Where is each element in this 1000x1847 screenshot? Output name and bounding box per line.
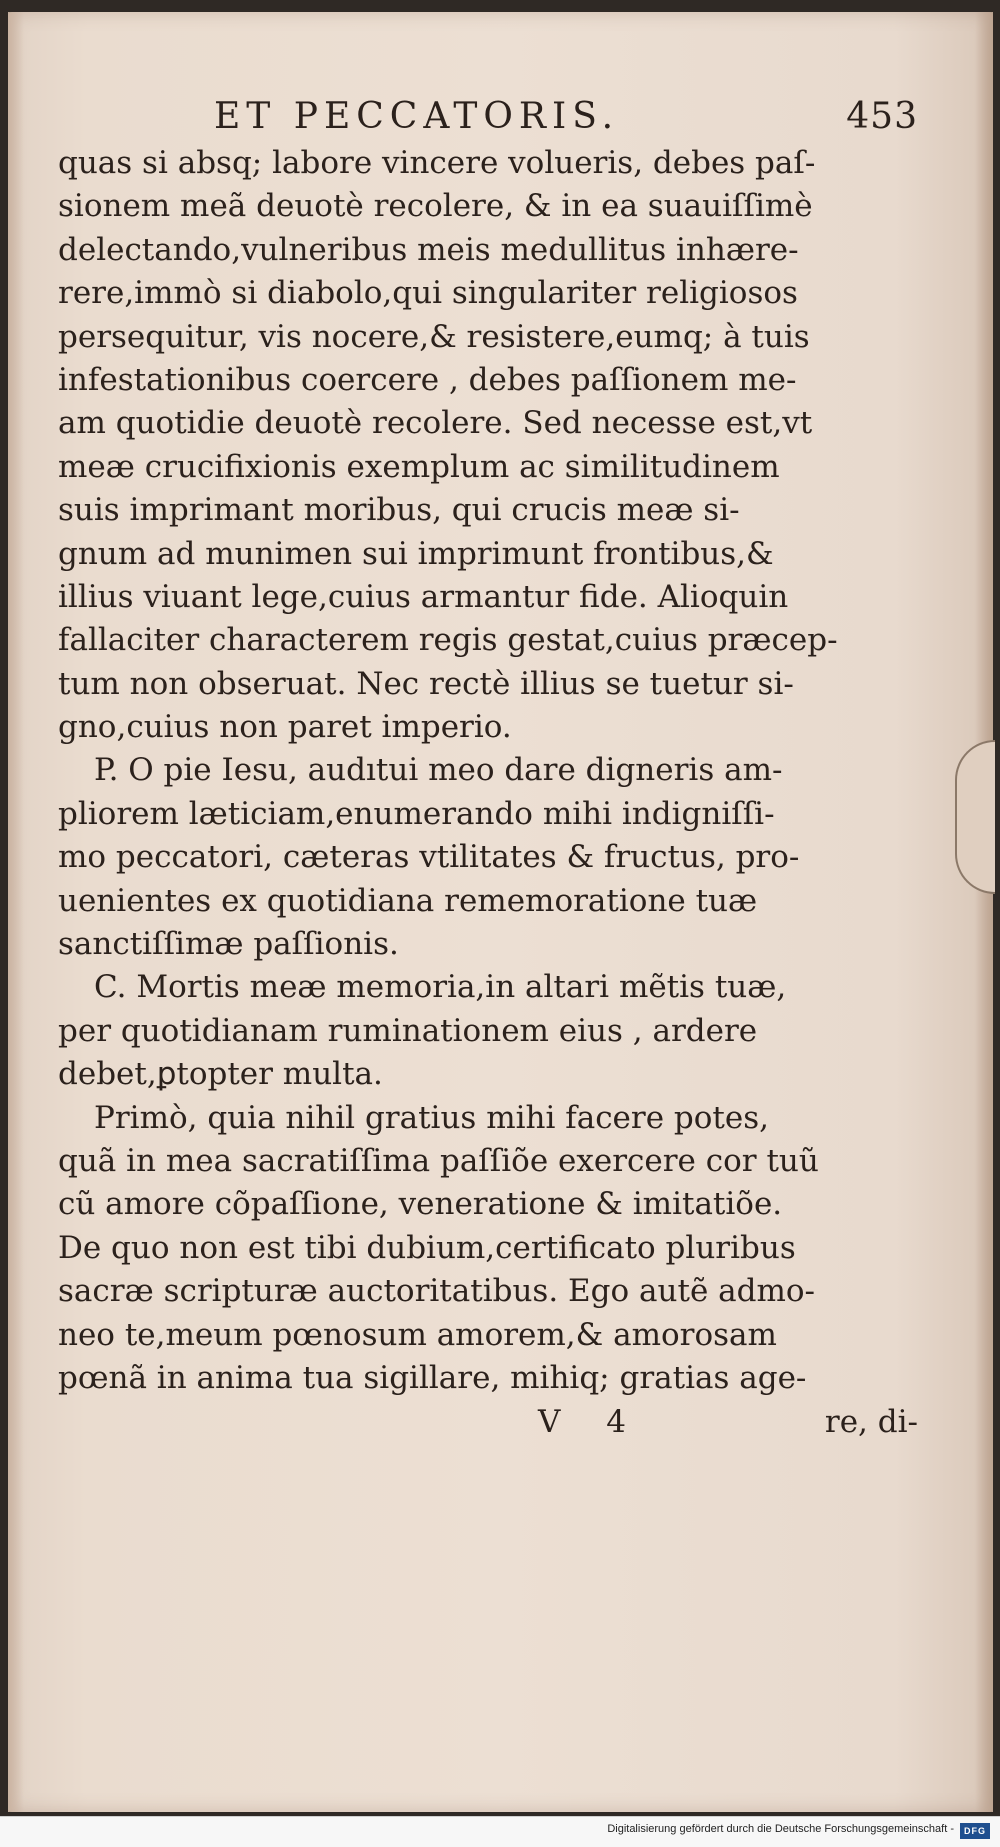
text-line: sacræ scripturæ auctoritatibus. Ego autẽ admo- bbox=[58, 1273, 816, 1310]
text-line: sionem meã deuotè recolere, & in ea suauiſſimè bbox=[58, 188, 813, 225]
text-line: Primò, quia nihil gratius mihi facere potes, bbox=[94, 1099, 769, 1136]
text-line: infestationibus coercere , debes paſſionem me- bbox=[58, 361, 797, 398]
text-line: quas si absq; labore vincere volueris, debes paſ- bbox=[58, 145, 816, 181]
text-line: debet,ꝑtopter multa. bbox=[58, 1056, 383, 1093]
text-line: am quotidie deuotè recolere. Sed necesse est,vt bbox=[58, 405, 813, 442]
text-line: P. O pie Iesu, audıtui meo dare digneris am- bbox=[94, 752, 783, 789]
digitization-credit: Digitalisierung gefördert durch die Deutsche Forschungsgemeinschaft - bbox=[607, 1823, 954, 1835]
signature-mark: V 4 bbox=[538, 1404, 644, 1441]
running-head-row bbox=[58, 96, 918, 142]
page-number: 453 bbox=[846, 96, 918, 137]
text-line: C. Mortis meæ memoria,in altari mẽtis tuæ, bbox=[94, 969, 787, 1006]
text-line: pliorem læticiam,enumerando mihi indigniſſi- bbox=[58, 795, 775, 832]
text-line: fallaciter characterem regis gestat,cuius præcep- bbox=[58, 622, 838, 659]
body-text bbox=[58, 142, 918, 1400]
text-line: pœnã in anima tua sigillare, mihiq; gratias age- bbox=[58, 1359, 807, 1396]
page-footer-row bbox=[58, 1400, 918, 1444]
text-line: illius viuant lege,cuius armantur fide. Alioquin bbox=[58, 578, 789, 615]
text-line: rere,immò si diabolo,qui singulariter religiosos bbox=[58, 275, 798, 312]
running-head: ET PECCATORIS. bbox=[214, 96, 620, 137]
page-sheet bbox=[8, 12, 993, 1812]
text-line: neo te,meum pœnosum amorem,& amorosam bbox=[58, 1316, 777, 1353]
dfg-logo: DFG bbox=[960, 1823, 990, 1839]
text-line: gno,cuius non paret imperio. bbox=[58, 709, 512, 746]
text-line: quã in mea sacratiſſima paſſiõe exercere cor tuũ bbox=[58, 1142, 819, 1179]
text-line: gnum ad munimen sui imprimunt frontibus,& bbox=[58, 535, 774, 572]
text-line: per quotidianam ruminationem eius , ardere bbox=[58, 1012, 758, 1049]
text-block bbox=[58, 96, 918, 1444]
text-line: sanctiſſimæ paſſionis. bbox=[58, 926, 399, 963]
text-line: delectando,vulneribus meis medullitus inhære- bbox=[58, 231, 799, 268]
text-line: De quo non est tibi dubium,certificato pluribus bbox=[58, 1229, 796, 1266]
text-line: tum non obseruat. Nec rectè illius se tuetur si- bbox=[58, 665, 794, 702]
text-line: mo peccatori, cæteras vtilitates & fructus, pro- bbox=[58, 839, 800, 876]
digitization-credit-bar bbox=[0, 1816, 1000, 1847]
page-edge-shadow bbox=[975, 12, 993, 1812]
text-line: suis imprimant moribus, qui crucis meæ si- bbox=[58, 492, 740, 529]
text-line: cũ amore cõpaſſione, veneratione & imitatiõe. bbox=[58, 1186, 783, 1223]
text-line: persequitur, vis nocere,& resistere,eumq; à tuis bbox=[58, 318, 810, 355]
text-line: meæ crucifixionis exemplum ac similitudinem bbox=[58, 448, 780, 485]
text-line: uenientes ex quotidiana rememoratione tuæ bbox=[58, 882, 758, 919]
page-gutter-shadow bbox=[8, 12, 24, 1812]
catchword: re, di- bbox=[824, 1404, 918, 1441]
bookmark-tab bbox=[955, 740, 995, 894]
